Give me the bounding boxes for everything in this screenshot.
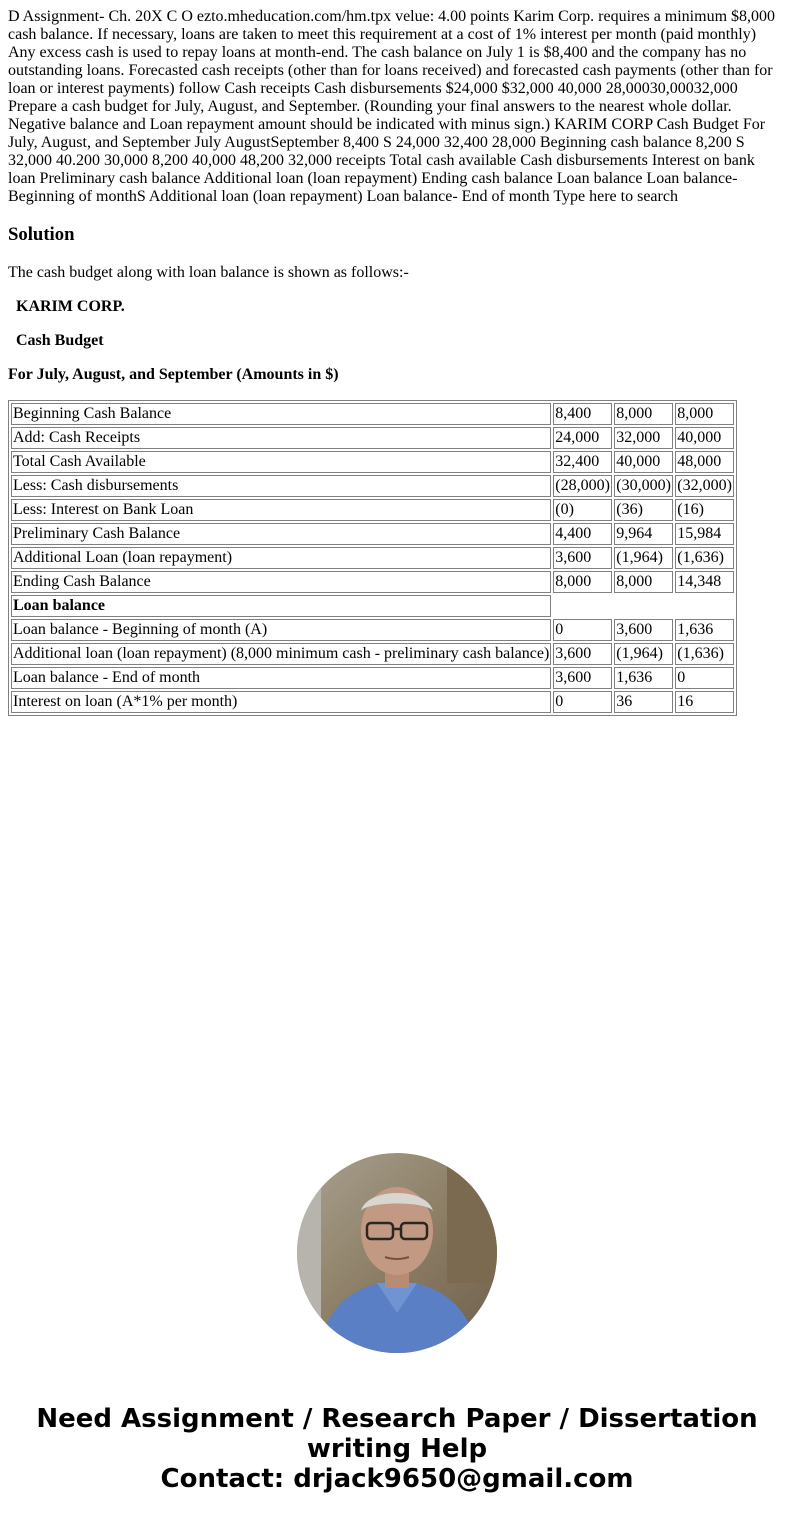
cash-budget-table [8, 400, 737, 716]
budget-period: For July, August, and September (Amounts in $) [8, 366, 339, 383]
september-value: (32,000) [675, 475, 734, 497]
september-value: (1,636) [675, 643, 734, 665]
table-row [11, 643, 734, 665]
august-value: (1,964) [614, 547, 673, 569]
july-value: 0 [553, 691, 612, 713]
row-label: Additional Loan (loan repayment) [11, 547, 551, 569]
section-row [11, 595, 734, 617]
august-value: (1,964) [614, 643, 673, 665]
table-row [11, 427, 734, 449]
row-label: Loan balance - Beginning of month (A) [11, 619, 551, 641]
table-row [11, 571, 734, 593]
july-value: 3,600 [553, 667, 612, 689]
row-label: Beginning Cash Balance [11, 403, 551, 425]
table-row [11, 667, 734, 689]
july-value: 3,600 [553, 547, 612, 569]
september-value: 48,000 [675, 451, 734, 473]
row-label: Interest on loan (A*1% per month) [11, 691, 551, 713]
july-value: (0) [553, 499, 612, 521]
table-row [11, 499, 734, 521]
august-value: (36) [614, 499, 673, 521]
row-label: Total Cash Available [11, 451, 551, 473]
july-value: (28,000) [553, 475, 612, 497]
row-label: Loan balance - End of month [11, 667, 551, 689]
september-value: (16) [675, 499, 734, 521]
question-text: D Assignment- Ch. 20X C O ezto.mheducation.com/hm.tpx velue: 4.00 points Karim Corp. requires a minimum $8,000 cash balance. If necessary, loans are taken to meet this requirement at a cost of 1% interest per month (paid monthly) Any excess cash is used to repay loans at month-end. The cash balance on July 1 is $8,400 and the company has no outstanding loans. Forecasted cash receipts (other than for loans received) and forecasted cash payments (other than for loan or interest payments) follow Cash receipts Cash disbursements $24,000 $32,000 40,000 28,00030,00032,000 Prepare a cash budget for July, August, and September. (Rounding your final answers to the nearest whole dollar. Negative balance and Loan repayment amount should be indicated with minus sign.) KARIM CORP Cash Budget For July, August, and September July AugustSeptember 8,400 S 24,000 32,400 28,000 Beginning cash balance 8,200 S 32,000 40.200 30,000 8,200 40,000 48,200 32,000 receipts Total cash available Cash disbursements Interest on bank loan Preliminary cash balance Additional loan (loan repayment) Ending cash balance Loan balance Loan balance-Beginning of monthS Additional loan (loan repayment) Loan balance- End of month Type here to search [8, 8, 776, 205]
august-value: (30,000) [614, 475, 673, 497]
september-value: (1,636) [675, 547, 734, 569]
august-value: 40,000 [614, 451, 673, 473]
row-label: Additional loan (loan repayment) (8,000 minimum cash - preliminary cash balance) [11, 643, 551, 665]
row-label: Preliminary Cash Balance [11, 523, 551, 545]
table-row [11, 451, 734, 473]
banner-contact-email: Contact: drjack9650@gmail.com [160, 1464, 634, 1494]
august-value: 1,636 [614, 667, 673, 689]
banner-line-2: writing Help [306, 1434, 488, 1464]
august-value: 9,964 [614, 523, 673, 545]
august-value: 8,000 [614, 403, 673, 425]
july-value: 8,000 [553, 571, 612, 593]
contact-banner [0, 1404, 794, 1494]
table-row [11, 691, 734, 713]
page-content [0, 0, 794, 724]
september-value: 1,636 [675, 619, 734, 641]
september-value: 15,984 [675, 523, 734, 545]
table-row [11, 403, 734, 425]
september-value: 16 [675, 691, 734, 713]
table-row [11, 475, 734, 497]
row-label: Less: Interest on Bank Loan [11, 499, 551, 521]
author-portrait-icon [297, 1153, 497, 1353]
banner-line-1: Need Assignment / Research Paper / Dissertation [36, 1404, 758, 1434]
author-avatar [297, 1153, 497, 1353]
row-label: Less: Cash disbursements [11, 475, 551, 497]
table-row [11, 523, 734, 545]
july-value: 24,000 [553, 427, 612, 449]
july-value: 4,400 [553, 523, 612, 545]
july-value: 8,400 [553, 403, 612, 425]
september-value: 40,000 [675, 427, 734, 449]
row-label: Add: Cash Receipts [11, 427, 551, 449]
company-name: KARIM CORP. [16, 298, 125, 315]
row-label: Ending Cash Balance [11, 571, 551, 593]
august-value: 32,000 [614, 427, 673, 449]
table-row [11, 547, 734, 569]
table-row [11, 619, 734, 641]
august-value: 3,600 [614, 619, 673, 641]
september-value: 14,348 [675, 571, 734, 593]
loan-balance-heading: Loan balance [11, 595, 551, 617]
budget-title: Cash Budget [16, 332, 104, 349]
september-value: 8,000 [675, 403, 734, 425]
august-value: 36 [614, 691, 673, 713]
september-value: 0 [675, 667, 734, 689]
july-value: 32,400 [553, 451, 612, 473]
solution-intro: The cash budget along with loan balance is shown as follows:- [8, 264, 409, 281]
solution-heading: Solution [8, 224, 75, 245]
august-value: 8,000 [614, 571, 673, 593]
july-value: 3,600 [553, 643, 612, 665]
july-value: 0 [553, 619, 612, 641]
